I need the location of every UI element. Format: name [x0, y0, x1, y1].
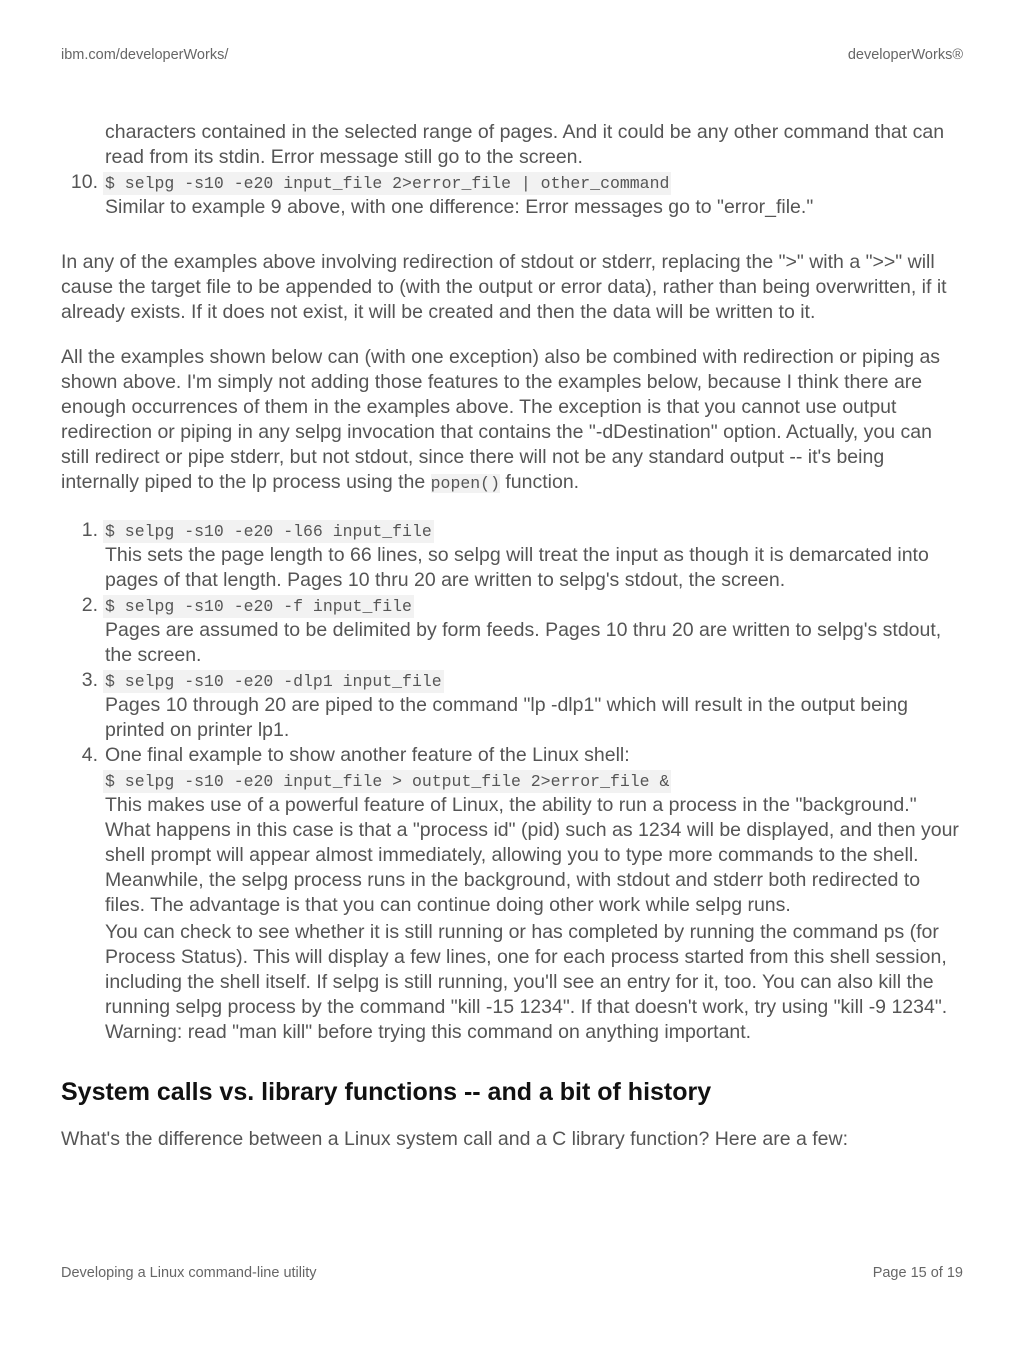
list-item — [61, 668, 963, 743]
list-number: 10. — [70, 171, 98, 193]
paragraph-examples-intro — [61, 345, 963, 496]
code-snippet: $ selpg -s10 -e20 -l66 input_file — [105, 522, 432, 541]
inline-code: popen() — [430, 474, 500, 493]
code-snippet: $ selpg -s10 -e20 input_file 2>error_file | other_command — [105, 174, 670, 193]
list-item — [61, 518, 963, 593]
list-item-text: This makes use of a powerful feature of Linux, the ability to run a process in the "background." What happens in this case is that a "process id" (pid) such as 1234 will be displayed, and then your shell prompt will appear almost immediately, allowing you to type more commands to the shell. Meanwhile, the selpg process runs in the background, with stdout and stderr both redirected to files. The advantage is that you can continue doing other work while selpg runs. — [105, 794, 959, 916]
list-item-text: You can check to see whether it is still running or has completed by running the command ps (for Process Status). This will display a few lines, one for each process started from this shell session, including the shell itself. If selpg is still running, you'll see an entry for it, too. You can also kill the running selpg process by the command "kill -15 1234". If that doesn't work, try using "kill -9 1234". Warning: read "man kill" before trying this command on anything important. — [105, 921, 948, 1043]
list-item-text: Pages 10 through 20 are piped to the command "lp -dlp1" which will result in the output being printed on printer lp1. — [105, 694, 909, 741]
list-number: 3. — [81, 669, 98, 691]
list-item — [61, 743, 963, 1045]
list-item-intro: One final example to show another feature of the Linux shell: — [105, 744, 630, 766]
continued-list-text: characters contained in the selected range of pages. And it could be any other command that can read from its stdin. Error message still go to the screen. — [105, 121, 945, 168]
list-number: 2. — [81, 594, 98, 616]
header-site-link[interactable]: ibm.com/developerWorks/ — [61, 47, 229, 63]
paragraph-redirection: In any of the examples above involving redirection of stdout or stderr, replacing the ">" with a ">>" will cause the target file to be appended to (with the output or error data), rather than being overwritten, if it already exists. If it does not exist, it will be created and then the data will be written to it. — [61, 251, 947, 323]
header-brand: developerWorks® — [847, 47, 963, 63]
paragraph-text: function. — [499, 471, 580, 493]
list-item-text: Similar to example 9 above, with one difference: Error messages go to "error_file." — [105, 196, 814, 218]
code-snippet: $ selpg -s10 -e20 input_file > output_file 2>error_file & — [105, 772, 670, 791]
list-item-text: This sets the page length to 66 lines, so selpg will treat the input as though it is demarcated into pages of that length. Pages 10 thru 20 are written to selpg's stdout, the screen. — [105, 544, 929, 591]
list-item-10 — [61, 170, 963, 220]
paragraph-text: All the examples shown below can (with one exception) also be combined with redirection or piping as shown above. I'm simply not adding those features to the examples below, because I think there are enough occurrences of them in the examples above. The exception is that you cannot use output redirection or piping in any selpg invocation that contains the "-dDestination" option. Actually, you can still redirect or pipe stderr, but not stdout, since there will not be any standard output -- it's being internally piped to the lp process using the — [61, 346, 941, 493]
section-intro: What's the difference between a Linux system call and a C library function? Here are a few: — [61, 1128, 849, 1150]
code-snippet: $ selpg -s10 -e20 -f input_file — [105, 597, 412, 616]
code-snippet: $ selpg -s10 -e20 -dlp1 input_file — [105, 672, 442, 691]
list-number: 1. — [81, 519, 98, 541]
list-item — [61, 593, 963, 668]
list-number: 4. — [81, 744, 98, 766]
list-item-text: Pages are assumed to be delimited by form feeds. Pages 10 thru 20 are written to selpg's stdout, the screen. — [105, 619, 942, 666]
section-heading: System calls vs. library functions -- and a bit of history — [61, 1078, 712, 1106]
page-number: Page 15 of 19 — [872, 1265, 963, 1281]
examples-list — [61, 518, 963, 1045]
footer-title: Developing a Linux command-line utility — [61, 1265, 317, 1281]
page-content — [61, 120, 963, 1152]
